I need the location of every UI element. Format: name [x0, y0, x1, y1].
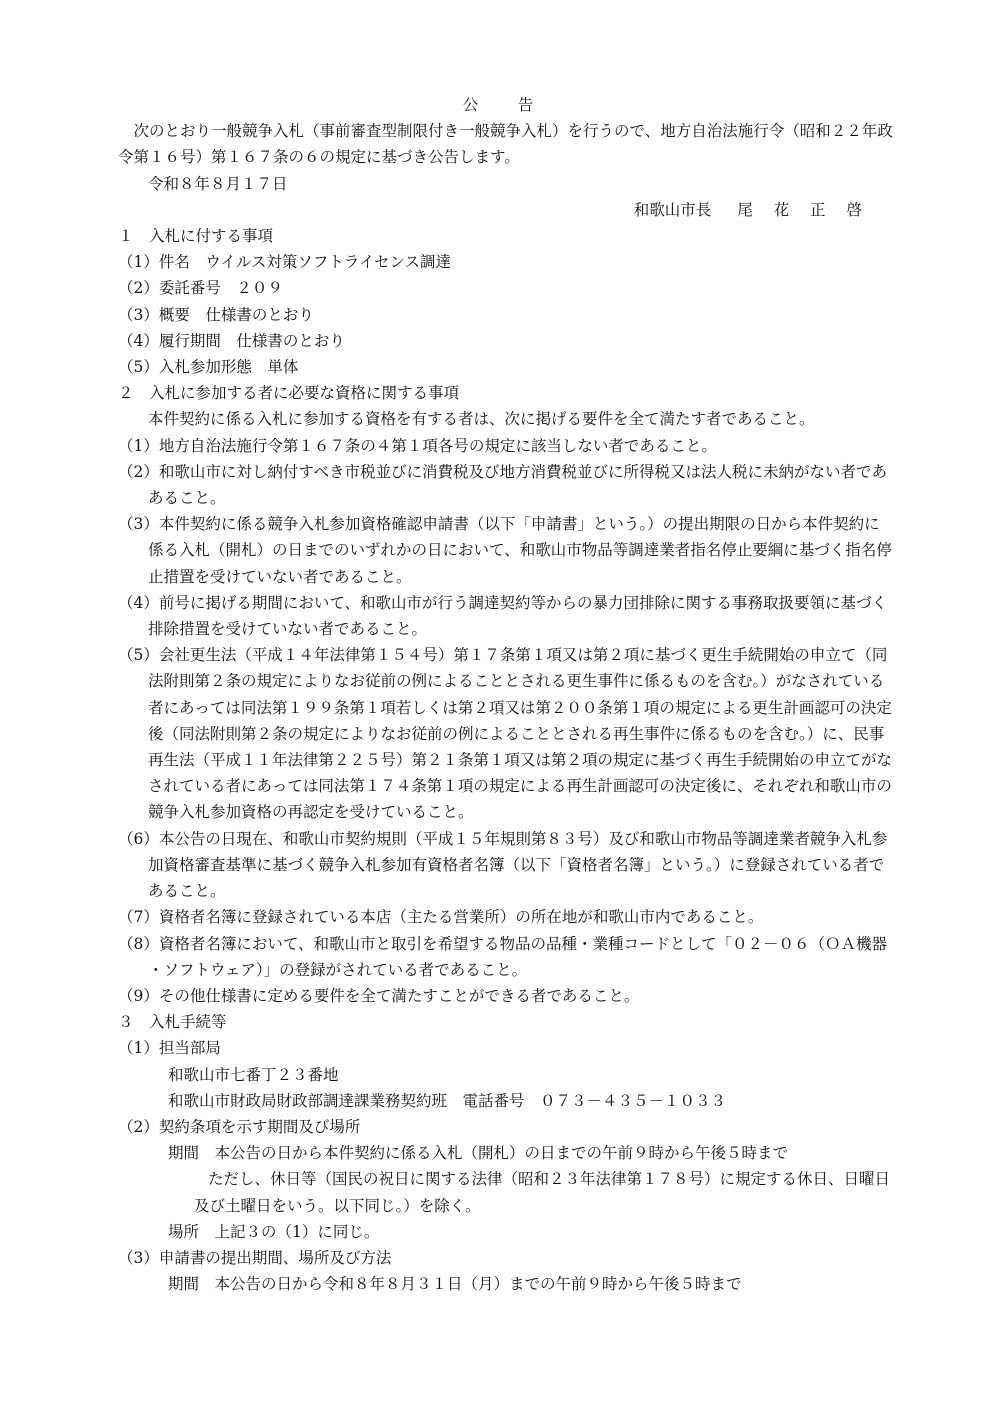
section-heading: １ 入札に付する事項 — [118, 227, 274, 246]
list-item: （2）契約条項を示す期間及び場所 — [118, 1117, 361, 1136]
list-item-cont: 者にあっては同法第１９９条第１項若しくは第２項又は第２００条第１項の規定による更生計画認可の決定 — [148, 698, 892, 717]
mayor-name: 尾 花 正 啓 — [737, 200, 870, 219]
list-item: （9）その他仕様書に定める要件を全て満たすことができる者であること。 — [118, 986, 640, 1005]
list-item: （4）履行期間 仕様書のとおり — [118, 331, 345, 350]
period-line: 期間 本公告の日から令和８年８月３１日（月）までの午前９時から午後５時まで — [168, 1275, 742, 1294]
list-item: （4）前号に掲げる期間において、和歌山市が行う調達契約等からの暴力団排除に関する事務取扱要領に基づく — [118, 593, 888, 612]
intro-line: 令第１６号）第１６７条の６の規定に基づき公告します。 — [118, 148, 520, 167]
period-note: ただし、休日等（国民の祝日に関する法律（昭和２３年法律第１７８号）に規定する休日、日曜日 — [208, 1170, 891, 1189]
list-item: （2）委託番号 ２０９ — [118, 279, 283, 298]
section-heading: ３ 入札手続等 — [118, 1013, 227, 1032]
list-item: （3）本件契約に係る競争入札参加資格確認申請書（以下「申請書」という。）の提出期限の日から本件契約に — [118, 515, 880, 534]
list-item: （2）和歌山市に対し納付すべき市税並びに消費税及び地方消費税並びに所得税又は法人税に未納がない者であ — [118, 462, 888, 481]
list-item-cont: 係る入札（開札）の日までのいずれかの日において、和歌山市物品等調達業者指名停止要綱に基づく指名停 — [148, 541, 892, 560]
list-item-cont: 競争入札参加資格の再認定を受けていること。 — [148, 803, 474, 822]
list-item: （1）地方自治法施行令第１６７条の４第１項各号の規定に該当しない者であること。 — [118, 436, 717, 455]
list-item-cont: 再生法（平成１１年法律第２２５号）第２１条第１項又は第２項の規定に基づく再生手続開始の申立てがな — [148, 751, 893, 770]
list-item-cont: ・ソフトウェア）」の登録がされている者であること。 — [148, 960, 528, 979]
list-item-cont: 加資格審査基準に基づく競争入札参加有資格者名簿（以下「資格者名簿」という。）に登録されている者で — [148, 855, 885, 874]
place-line: 場所 上記３の（1）に同じ。 — [168, 1222, 380, 1241]
list-item-cont: 排除措置を受けていない者であること。 — [148, 620, 428, 639]
intro-line: 次のとおり一般競争入札（事前審査型制限付き一般競争入札）を行うので、地方自治法施行令（昭和２２年政 — [118, 122, 893, 141]
period-line: 期間 本公告の日から本件契約に係る入札（開札）の日までの午前９時から午後５時まで — [168, 1144, 789, 1163]
list-item: （5）入札参加形態 単体 — [118, 358, 299, 377]
list-item: （7）資格者名簿に登録されている本店（主たる営業所）の所在地が和歌山市内であること。 — [118, 908, 764, 927]
notice-title: 公 告 — [462, 96, 546, 114]
mayor-title: 和歌山市長 — [633, 200, 712, 219]
department-address: 和歌山市七番丁２３番地 — [168, 1065, 339, 1084]
list-item-cont: あること。 — [148, 489, 226, 508]
list-item: （1）担当部局 — [118, 1039, 221, 1058]
list-item: （5）会社更生法（平成１４年法律第１５４号）第１７条第１項又は第２項に基づく更生手続開始の申立て（同 — [118, 646, 888, 665]
list-item: （3）申請書の提出期間、場所及び方法 — [118, 1248, 392, 1267]
section-2 — [118, 380, 893, 1009]
notice-date: 令和８年８月１７日 — [148, 174, 288, 193]
list-item: （1）件名 ウイルス対策ソフトライセンス調達 — [118, 253, 452, 272]
list-item: （8）資格者名簿において、和歌山市と取引を希望する物品の品種・業種コードとして「０２－０６（ＯＡ機器 — [118, 934, 888, 953]
section-heading: ２ 入札に参加する者に必要な資格に関する事項 — [118, 384, 460, 403]
list-item: （6）本公告の日現在、和歌山市契約規則（平成１５年規則第８３号）及び和歌山市物品等調達業者競争入札参 — [118, 829, 888, 848]
list-item-cont: 後（同法附則第２条の規定によりなお従前の例によることとされる再生事件に係るものを含む。）に、民事 — [148, 724, 885, 743]
intro-paragraph — [118, 118, 893, 170]
department-contact: 和歌山市財政局財政部調達課業務契約班 電話番号 ０７３－４３５－１０３３ — [168, 1091, 727, 1110]
list-item-cont: あること。 — [148, 882, 226, 901]
section-lead: 本件契約に係る入札に参加する資格を有する者は、次に掲げる要件を全て満たす者であること。 — [148, 410, 815, 429]
mayor-signature — [118, 197, 890, 223]
list-item-cont: 法附則第２条の規定によりなお従前の例によることとされる更生事件に係るものを含む。）がなされている — [148, 672, 885, 691]
list-item: （3）概要 仕様書のとおり — [118, 305, 314, 324]
list-item-cont: 止措置を受けていない者であること。 — [148, 567, 412, 586]
list-item-cont: されている者にあっては同法第１７４条第１項の規定による再生計画認可の決定後に、それぞれ和歌山市の — [148, 777, 892, 796]
section-1 — [118, 223, 890, 380]
period-note-cont: 及び土曜日をいう。以下同じ。）を除く。 — [194, 1196, 481, 1215]
section-3 — [118, 1009, 890, 1297]
